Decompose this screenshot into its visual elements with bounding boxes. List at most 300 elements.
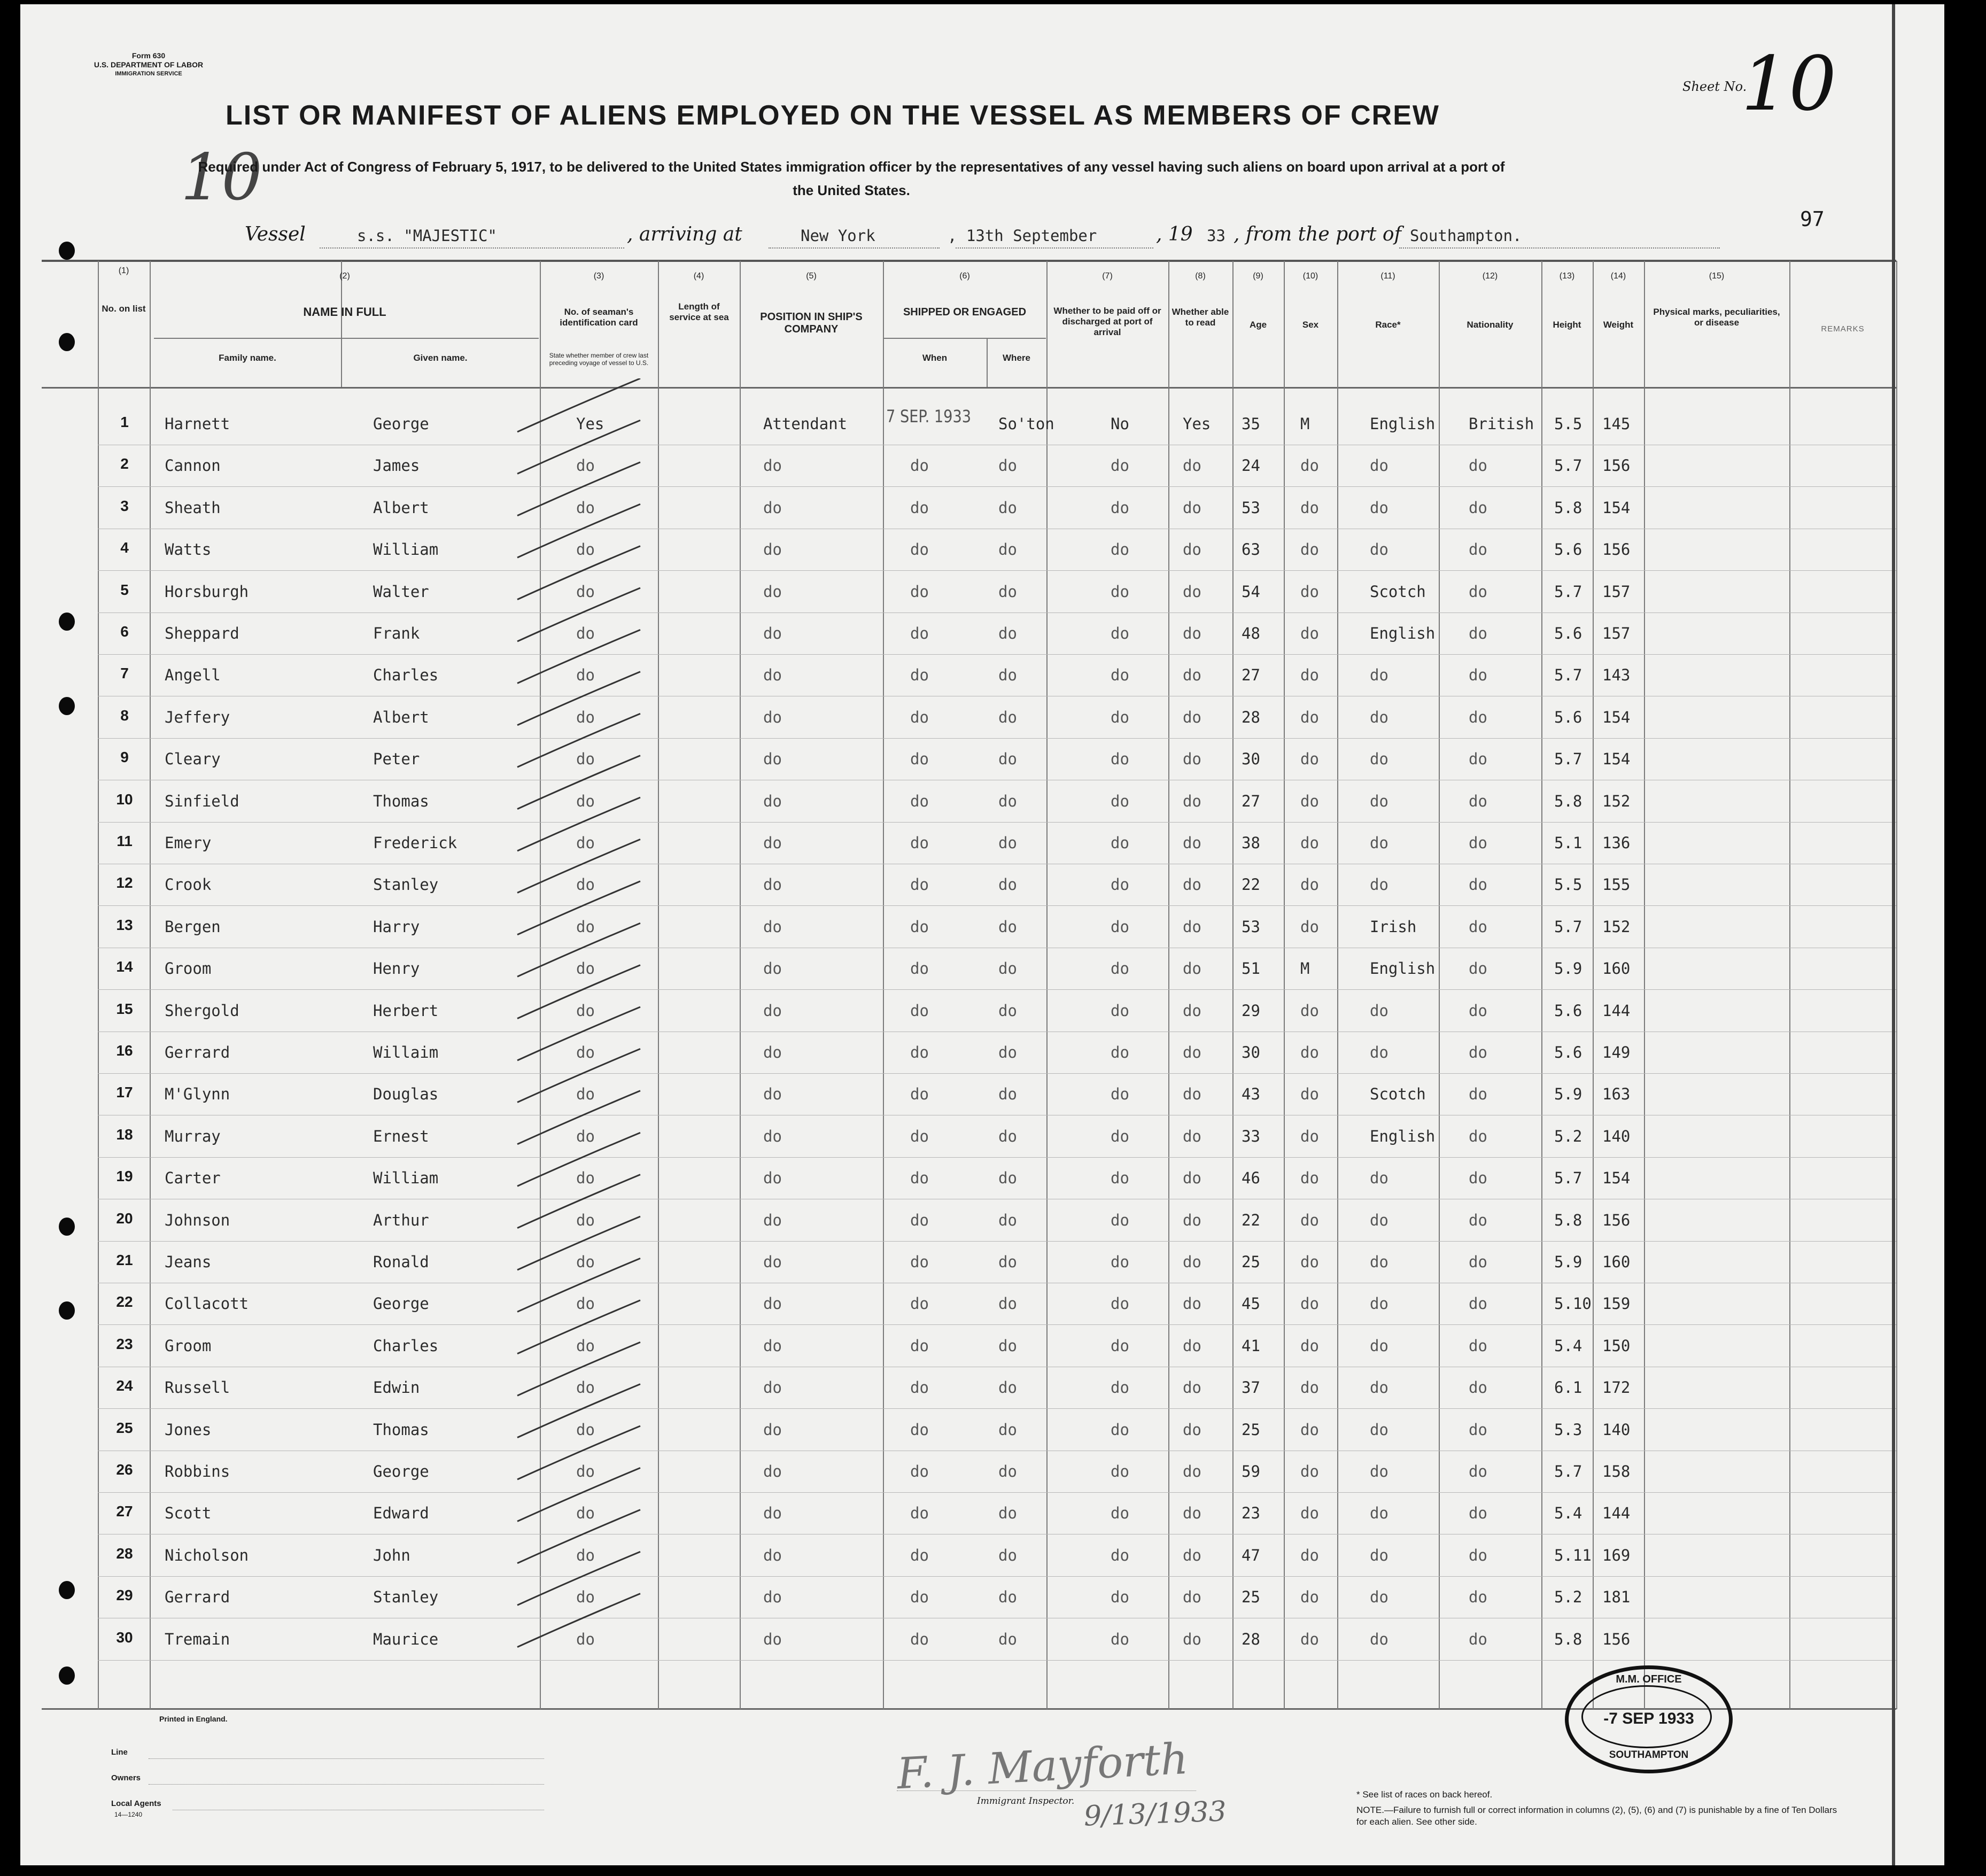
- cell-weight: 157: [1602, 624, 1631, 642]
- cell-paid: No: [1111, 415, 1129, 433]
- cell-given: James: [373, 456, 420, 475]
- cell-race: English: [1370, 1127, 1436, 1145]
- row-number: 30: [116, 1629, 133, 1646]
- cell-paid: do: [1111, 792, 1129, 810]
- row-rule: [98, 1157, 1896, 1158]
- cell-family: M'Glynn: [165, 1085, 230, 1103]
- cell-height: 5.6: [1554, 624, 1582, 642]
- cell-where: do: [998, 750, 1017, 768]
- row-rule: [98, 1408, 1896, 1409]
- header-when: When: [922, 353, 948, 363]
- signature-date: 9/13/1933: [1083, 1795, 1227, 1833]
- header-name-in-full: NAME IN FULL: [303, 305, 386, 319]
- cell-read: do: [1183, 1002, 1201, 1020]
- header-no-on-list: No. on list: [102, 304, 146, 314]
- cell-card: do: [576, 583, 595, 601]
- check-stroke: [517, 1594, 640, 1647]
- row-rule: [98, 1073, 1896, 1074]
- cell-family: Harnett: [165, 415, 230, 433]
- cell-age: 45: [1242, 1294, 1260, 1313]
- column-number: (5): [806, 272, 817, 281]
- cell-age: 22: [1242, 1211, 1260, 1229]
- cell-card: do: [576, 1378, 595, 1397]
- cell-paid: do: [1111, 583, 1129, 601]
- cell-family: Jeffery: [165, 708, 230, 726]
- cell-where: do: [998, 1588, 1017, 1606]
- cell-card: do: [576, 1169, 595, 1187]
- check-stroke: [517, 881, 640, 935]
- cell-age: 37: [1242, 1378, 1260, 1397]
- cell-position: do: [763, 1462, 782, 1480]
- cell-where: do: [998, 1043, 1017, 1061]
- cell-family: Bergen: [165, 918, 221, 936]
- cell-age: 38: [1242, 834, 1260, 852]
- row-number: 29: [116, 1587, 133, 1603]
- cell-age: 25: [1242, 1421, 1260, 1439]
- cell-race: do: [1370, 1294, 1388, 1313]
- cell-when: do: [910, 1043, 929, 1061]
- cell-given: William: [373, 1169, 439, 1187]
- cell-sex: do: [1300, 540, 1319, 559]
- check-stroke: [517, 1049, 640, 1102]
- form-number: Form 630: [131, 51, 166, 60]
- cell-sex: do: [1300, 1630, 1319, 1648]
- header-length-service: Length of service at sea: [669, 301, 729, 322]
- cell-paid: do: [1111, 1462, 1129, 1480]
- header-paid-off: Whether to be paid off or discharged at port of arrival: [1053, 306, 1161, 337]
- column-divider: [1896, 261, 1897, 1709]
- cell-nationality: do: [1469, 456, 1487, 475]
- southampton-office-stamp: [1565, 1665, 1733, 1773]
- cell-weight: 156: [1602, 456, 1631, 475]
- row-number: 23: [116, 1336, 133, 1352]
- cell-sex: M: [1300, 415, 1310, 433]
- cell-family: Scott: [165, 1504, 212, 1522]
- cell-age: 30: [1242, 750, 1260, 768]
- cell-age: 63: [1242, 540, 1260, 559]
- cell-height: 5.5: [1554, 875, 1582, 894]
- cell-sex: do: [1300, 624, 1319, 642]
- cell-race: do: [1370, 1588, 1388, 1606]
- cell-height: 5.7: [1554, 666, 1582, 684]
- cell-age: 29: [1242, 1002, 1260, 1020]
- cell-height: 5.7: [1554, 918, 1582, 936]
- cell-paid: do: [1111, 456, 1129, 475]
- cell-race: English: [1370, 415, 1436, 433]
- cell-weight: 140: [1602, 1127, 1631, 1145]
- cell-where: do: [998, 1337, 1017, 1355]
- cell-read: do: [1183, 1253, 1201, 1271]
- cell-when: do: [910, 1588, 929, 1606]
- check-stroke: [517, 546, 640, 600]
- row-rule: [98, 1492, 1896, 1493]
- header-where: Where: [1003, 353, 1030, 363]
- row-number: 8: [120, 707, 129, 724]
- cell-given: George: [373, 415, 429, 433]
- departure-port: Southampton.: [1410, 227, 1522, 245]
- cell-sex: do: [1300, 708, 1319, 726]
- row-number: 5: [120, 582, 129, 598]
- cell-read: do: [1183, 1462, 1201, 1480]
- cell-weight: 145: [1602, 415, 1631, 433]
- cell-weight: 157: [1602, 583, 1631, 601]
- cell-read: do: [1183, 918, 1201, 936]
- header-seaman-card-note: State whether member of crew last preceding voyage of vessel to U.S.: [549, 352, 649, 367]
- cell-given: Charles: [373, 666, 439, 684]
- cell-nationality: do: [1469, 1337, 1487, 1355]
- header-given-name: Given name.: [413, 353, 468, 363]
- cell-read: do: [1183, 1127, 1201, 1145]
- cell-when: do: [910, 666, 929, 684]
- row-rule: [98, 486, 1896, 487]
- row-rule: [98, 822, 1896, 823]
- cell-weight: 156: [1602, 1211, 1631, 1229]
- cell-age: 25: [1242, 1588, 1260, 1606]
- cell-given: John: [373, 1546, 410, 1564]
- cell-nationality: do: [1469, 583, 1487, 601]
- cell-card: do: [576, 792, 595, 810]
- cell-position: do: [763, 1588, 782, 1606]
- cell-card: do: [576, 918, 595, 936]
- cell-race: do: [1370, 1002, 1388, 1020]
- cell-weight: 154: [1602, 750, 1631, 768]
- cell-read: do: [1183, 959, 1201, 978]
- cell-nationality: do: [1469, 875, 1487, 894]
- cell-nationality: do: [1469, 1421, 1487, 1439]
- check-stroke: [517, 1510, 640, 1563]
- cell-read: do: [1183, 1294, 1201, 1313]
- header-family-name: Family name.: [219, 353, 276, 363]
- column-number: (9): [1253, 272, 1263, 281]
- cell-where: do: [998, 834, 1017, 852]
- row-number: 26: [116, 1461, 133, 1478]
- cell-height: 5.6: [1554, 1043, 1582, 1061]
- cell-height: 5.11: [1554, 1546, 1592, 1564]
- cell-when: do: [910, 1127, 929, 1145]
- cell-height: 5.5: [1554, 415, 1582, 433]
- cell-when: do: [910, 792, 929, 810]
- cell-paid: do: [1111, 1546, 1129, 1564]
- cell-paid: do: [1111, 1253, 1129, 1271]
- cell-family: Gerrard: [165, 1043, 230, 1061]
- cell-age: 28: [1242, 1630, 1260, 1648]
- inspector-signature: F. J. Mayforth: [895, 1733, 1190, 1799]
- form-number-block: [90, 51, 207, 79]
- cell-height: 5.4: [1554, 1504, 1582, 1522]
- cell-sex: do: [1300, 1378, 1319, 1397]
- cell-weight: 150: [1602, 1337, 1631, 1355]
- cell-weight: 160: [1602, 1253, 1631, 1271]
- cell-when: do: [910, 750, 929, 768]
- cell-height: 5.8: [1554, 1630, 1582, 1648]
- row-number: 7: [120, 665, 129, 681]
- cell-position: do: [763, 1504, 782, 1522]
- check-stroke: [517, 378, 640, 432]
- cell-where: do: [998, 1127, 1017, 1145]
- check-stroke: [517, 1175, 640, 1228]
- cell-height: 5.7: [1554, 1462, 1582, 1480]
- cell-given: Charles: [373, 1337, 439, 1355]
- cell-nationality: do: [1469, 1211, 1487, 1229]
- cell-nationality: do: [1469, 1085, 1487, 1103]
- cell-when: do: [910, 959, 929, 978]
- cell-sex: do: [1300, 666, 1319, 684]
- cell-nationality: do: [1469, 918, 1487, 936]
- cell-where: do: [998, 1462, 1017, 1480]
- sheet-number: 10: [1741, 41, 1837, 128]
- cell-height: 5.3: [1554, 1421, 1582, 1439]
- header-sex: Sex: [1302, 320, 1319, 330]
- row-number: 1: [120, 414, 129, 430]
- cell-family: Watts: [165, 540, 212, 559]
- cell-card: do: [576, 708, 595, 726]
- cell-race: Scotch: [1370, 583, 1426, 601]
- cell-family: Jones: [165, 1421, 212, 1439]
- cell-given: Thomas: [373, 1421, 429, 1439]
- check-stroke: [517, 797, 640, 851]
- cell-height: 5.8: [1554, 499, 1582, 517]
- cell-paid: do: [1111, 1630, 1129, 1648]
- cell-read: do: [1183, 1421, 1201, 1439]
- owners-label: Owners: [111, 1773, 141, 1782]
- column-number: (14): [1610, 272, 1626, 281]
- cell-family: Collacott: [165, 1294, 249, 1313]
- punch-hole: [59, 242, 75, 260]
- page-subtitle: Required under Act of Congress of February 5, 1917, to be delivered to the United States immigration officer by the representatives of any vessel having such aliens on board upon arrival at a port of the United States.: [198, 159, 1505, 198]
- cell-where: do: [998, 1085, 1017, 1103]
- cell-family: Russell: [165, 1378, 230, 1397]
- cell-position: do: [763, 1043, 782, 1061]
- cell-weight: 144: [1602, 1002, 1631, 1020]
- punch-hole: [59, 1301, 75, 1320]
- cell-sex: do: [1300, 1127, 1319, 1145]
- cell-position: do: [763, 1211, 782, 1229]
- cell-card: do: [576, 666, 595, 684]
- row-number: 15: [116, 1001, 133, 1017]
- cell-nationality: do: [1469, 1253, 1487, 1271]
- cell-race: do: [1370, 1337, 1388, 1355]
- cell-nationality: do: [1469, 1630, 1487, 1648]
- column-number: (1): [118, 266, 129, 275]
- cell-family: Emery: [165, 834, 212, 852]
- row-rule: [98, 1241, 1896, 1242]
- cell-race: do: [1370, 456, 1388, 475]
- cell-weight: 155: [1602, 875, 1631, 894]
- race-footnote: * See list of races on back hereof.: [1356, 1789, 1493, 1800]
- cell-card: do: [576, 456, 595, 475]
- cell-height: 5.8: [1554, 792, 1582, 810]
- cell-family: Tremain: [165, 1630, 230, 1648]
- cell-paid: do: [1111, 1504, 1129, 1522]
- cell-sex: do: [1300, 1421, 1319, 1439]
- check-stroke: [517, 588, 640, 641]
- cell-weight: 152: [1602, 918, 1631, 936]
- cell-height: 5.6: [1554, 540, 1582, 559]
- cell-where: do: [998, 1630, 1017, 1648]
- cell-height: 5.9: [1554, 1085, 1582, 1103]
- cell-paid: do: [1111, 540, 1129, 559]
- cell-given: Herbert: [373, 1002, 439, 1020]
- check-stroke: [517, 1426, 640, 1479]
- cell-paid: do: [1111, 1211, 1129, 1229]
- header-position: POSITION IN SHIP'S COMPANY: [760, 311, 863, 335]
- cell-when: do: [910, 918, 929, 936]
- cell-sex: do: [1300, 918, 1319, 936]
- cell-age: 22: [1242, 875, 1260, 894]
- cell-nationality: do: [1469, 540, 1487, 559]
- vessel-underline: [320, 247, 624, 249]
- cell-given: Arthur: [373, 1211, 429, 1229]
- cell-given: Thomas: [373, 792, 429, 810]
- header-able-read: Whether able to read: [1172, 307, 1229, 328]
- cell-read: do: [1183, 624, 1201, 642]
- cell-given: Stanley: [373, 1588, 439, 1606]
- cell-nationality: do: [1469, 1127, 1487, 1145]
- column-number: (15): [1709, 272, 1725, 281]
- column-number: (2): [339, 272, 350, 281]
- cell-weight: 169: [1602, 1546, 1631, 1564]
- year-prefix: , 19: [1156, 223, 1193, 245]
- binding-edge: [1892, 4, 1895, 1865]
- cell-height: 5.7: [1554, 750, 1582, 768]
- cell-position: Attendant: [763, 415, 848, 433]
- cell-weight: 143: [1602, 666, 1631, 684]
- name-header-rule: [154, 338, 539, 339]
- cell-when: do: [910, 624, 929, 642]
- row-number: 9: [120, 749, 129, 765]
- check-stroke: [517, 1258, 640, 1312]
- cell-paid: do: [1111, 666, 1129, 684]
- check-stroke: [517, 1216, 640, 1270]
- cell-paid: do: [1111, 1085, 1129, 1103]
- cell-read: do: [1183, 1085, 1201, 1103]
- cell-height: 5.6: [1554, 1002, 1582, 1020]
- cell-weight: 158: [1602, 1462, 1631, 1480]
- cell-read: do: [1183, 499, 1201, 517]
- row-number: 3: [120, 498, 129, 514]
- cell-when: do: [910, 1378, 929, 1397]
- row-number: 18: [116, 1126, 133, 1143]
- cell-given: George: [373, 1462, 429, 1480]
- cell-race: do: [1370, 1169, 1388, 1187]
- cell-family: Cannon: [165, 456, 221, 475]
- cell-age: 53: [1242, 918, 1260, 936]
- cell-height: 5.10: [1554, 1294, 1592, 1313]
- cell-where: do: [998, 959, 1017, 978]
- cell-race: do: [1370, 499, 1388, 517]
- cell-position: do: [763, 456, 782, 475]
- cell-position: do: [763, 959, 782, 978]
- cell-age: 51: [1242, 959, 1260, 978]
- check-stroke: [517, 504, 640, 557]
- cell-weight: 163: [1602, 1085, 1631, 1103]
- cell-age: 33: [1242, 1127, 1260, 1145]
- cell-nationality: do: [1469, 499, 1487, 517]
- cell-race: do: [1370, 1504, 1388, 1522]
- cell-given: Willaim: [373, 1043, 439, 1061]
- row-rule: [98, 570, 1896, 571]
- cell-height: 6.1: [1554, 1378, 1582, 1397]
- cell-family: Sheath: [165, 499, 221, 517]
- check-stroke: [517, 965, 640, 1019]
- cell-height: 5.7: [1554, 583, 1582, 601]
- cell-where: do: [998, 1211, 1017, 1229]
- punch-hole: [59, 613, 75, 631]
- cell-card: do: [576, 834, 595, 852]
- cell-paid: do: [1111, 1337, 1129, 1355]
- shipped-header-rule: [884, 338, 1046, 339]
- cell-where: do: [998, 708, 1017, 726]
- cell-given: Stanley: [373, 875, 439, 894]
- cell-card: do: [576, 750, 595, 768]
- column-number: (10): [1302, 272, 1318, 281]
- cell-paid: do: [1111, 875, 1129, 894]
- cell-nationality: do: [1469, 1546, 1487, 1564]
- cell-position: do: [763, 624, 782, 642]
- cell-position: do: [763, 1127, 782, 1145]
- column-number: (6): [959, 272, 970, 281]
- cell-paid: do: [1111, 499, 1129, 517]
- cell-given: Harry: [373, 918, 420, 936]
- cell-paid: do: [1111, 1294, 1129, 1313]
- cell-height: 5.7: [1554, 1169, 1582, 1187]
- cell-sex: do: [1300, 1211, 1319, 1229]
- column-number: (12): [1482, 272, 1498, 281]
- check-stroke: [517, 1300, 640, 1354]
- cell-weight: 136: [1602, 834, 1631, 852]
- cell-family: Sinfield: [165, 792, 239, 810]
- cell-card: do: [576, 540, 595, 559]
- cell-weight: 159: [1602, 1294, 1631, 1313]
- check-stroke: [517, 1468, 640, 1521]
- cell-paid: do: [1111, 1043, 1129, 1061]
- cell-race: Irish: [1370, 918, 1417, 936]
- cell-card: do: [576, 1253, 595, 1271]
- cell-paid: do: [1111, 1421, 1129, 1439]
- cell-when: do: [910, 1630, 929, 1648]
- cell-height: 5.9: [1554, 959, 1582, 978]
- check-stroke: [517, 1007, 640, 1060]
- check-stroke: [517, 420, 640, 474]
- penalty-note: NOTE.—Failure to furnish full or correct information in columns (2), (5), (6) and (7) is punishable by a fine of Ten Dollars for each alien. See other side.: [1356, 1805, 1837, 1827]
- column-number: (3): [593, 272, 604, 281]
- row-number: 2: [120, 455, 129, 472]
- header-remarks: REMARKS: [1821, 324, 1865, 334]
- cell-age: 27: [1242, 792, 1260, 810]
- header-shipped: SHIPPED OR ENGAGED: [903, 306, 1027, 318]
- header-physical-marks: Physical marks, peculiarities, or disease: [1653, 307, 1780, 328]
- cell-when: do: [910, 708, 929, 726]
- cell-weight: 149: [1602, 1043, 1631, 1061]
- cell-nationality: do: [1469, 792, 1487, 810]
- cell-race: do: [1370, 1211, 1388, 1229]
- cell-card: do: [576, 1546, 595, 1564]
- check-stroke: [517, 1552, 640, 1605]
- cell-read: do: [1183, 875, 1201, 894]
- cell-family: Johnson: [165, 1211, 230, 1229]
- cell-sex: do: [1300, 875, 1319, 894]
- owners-field: [149, 1784, 544, 1785]
- line-label: Line: [111, 1748, 128, 1757]
- inspector-caption: Immigrant Inspector.: [977, 1796, 1075, 1807]
- table-top-rule: [42, 260, 1896, 262]
- cell-position: do: [763, 1294, 782, 1313]
- cell-position: do: [763, 583, 782, 601]
- cell-age: 54: [1242, 583, 1260, 601]
- column-number: (8): [1195, 272, 1206, 281]
- cell-weight: 154: [1602, 708, 1631, 726]
- cell-nationality: do: [1469, 1169, 1487, 1187]
